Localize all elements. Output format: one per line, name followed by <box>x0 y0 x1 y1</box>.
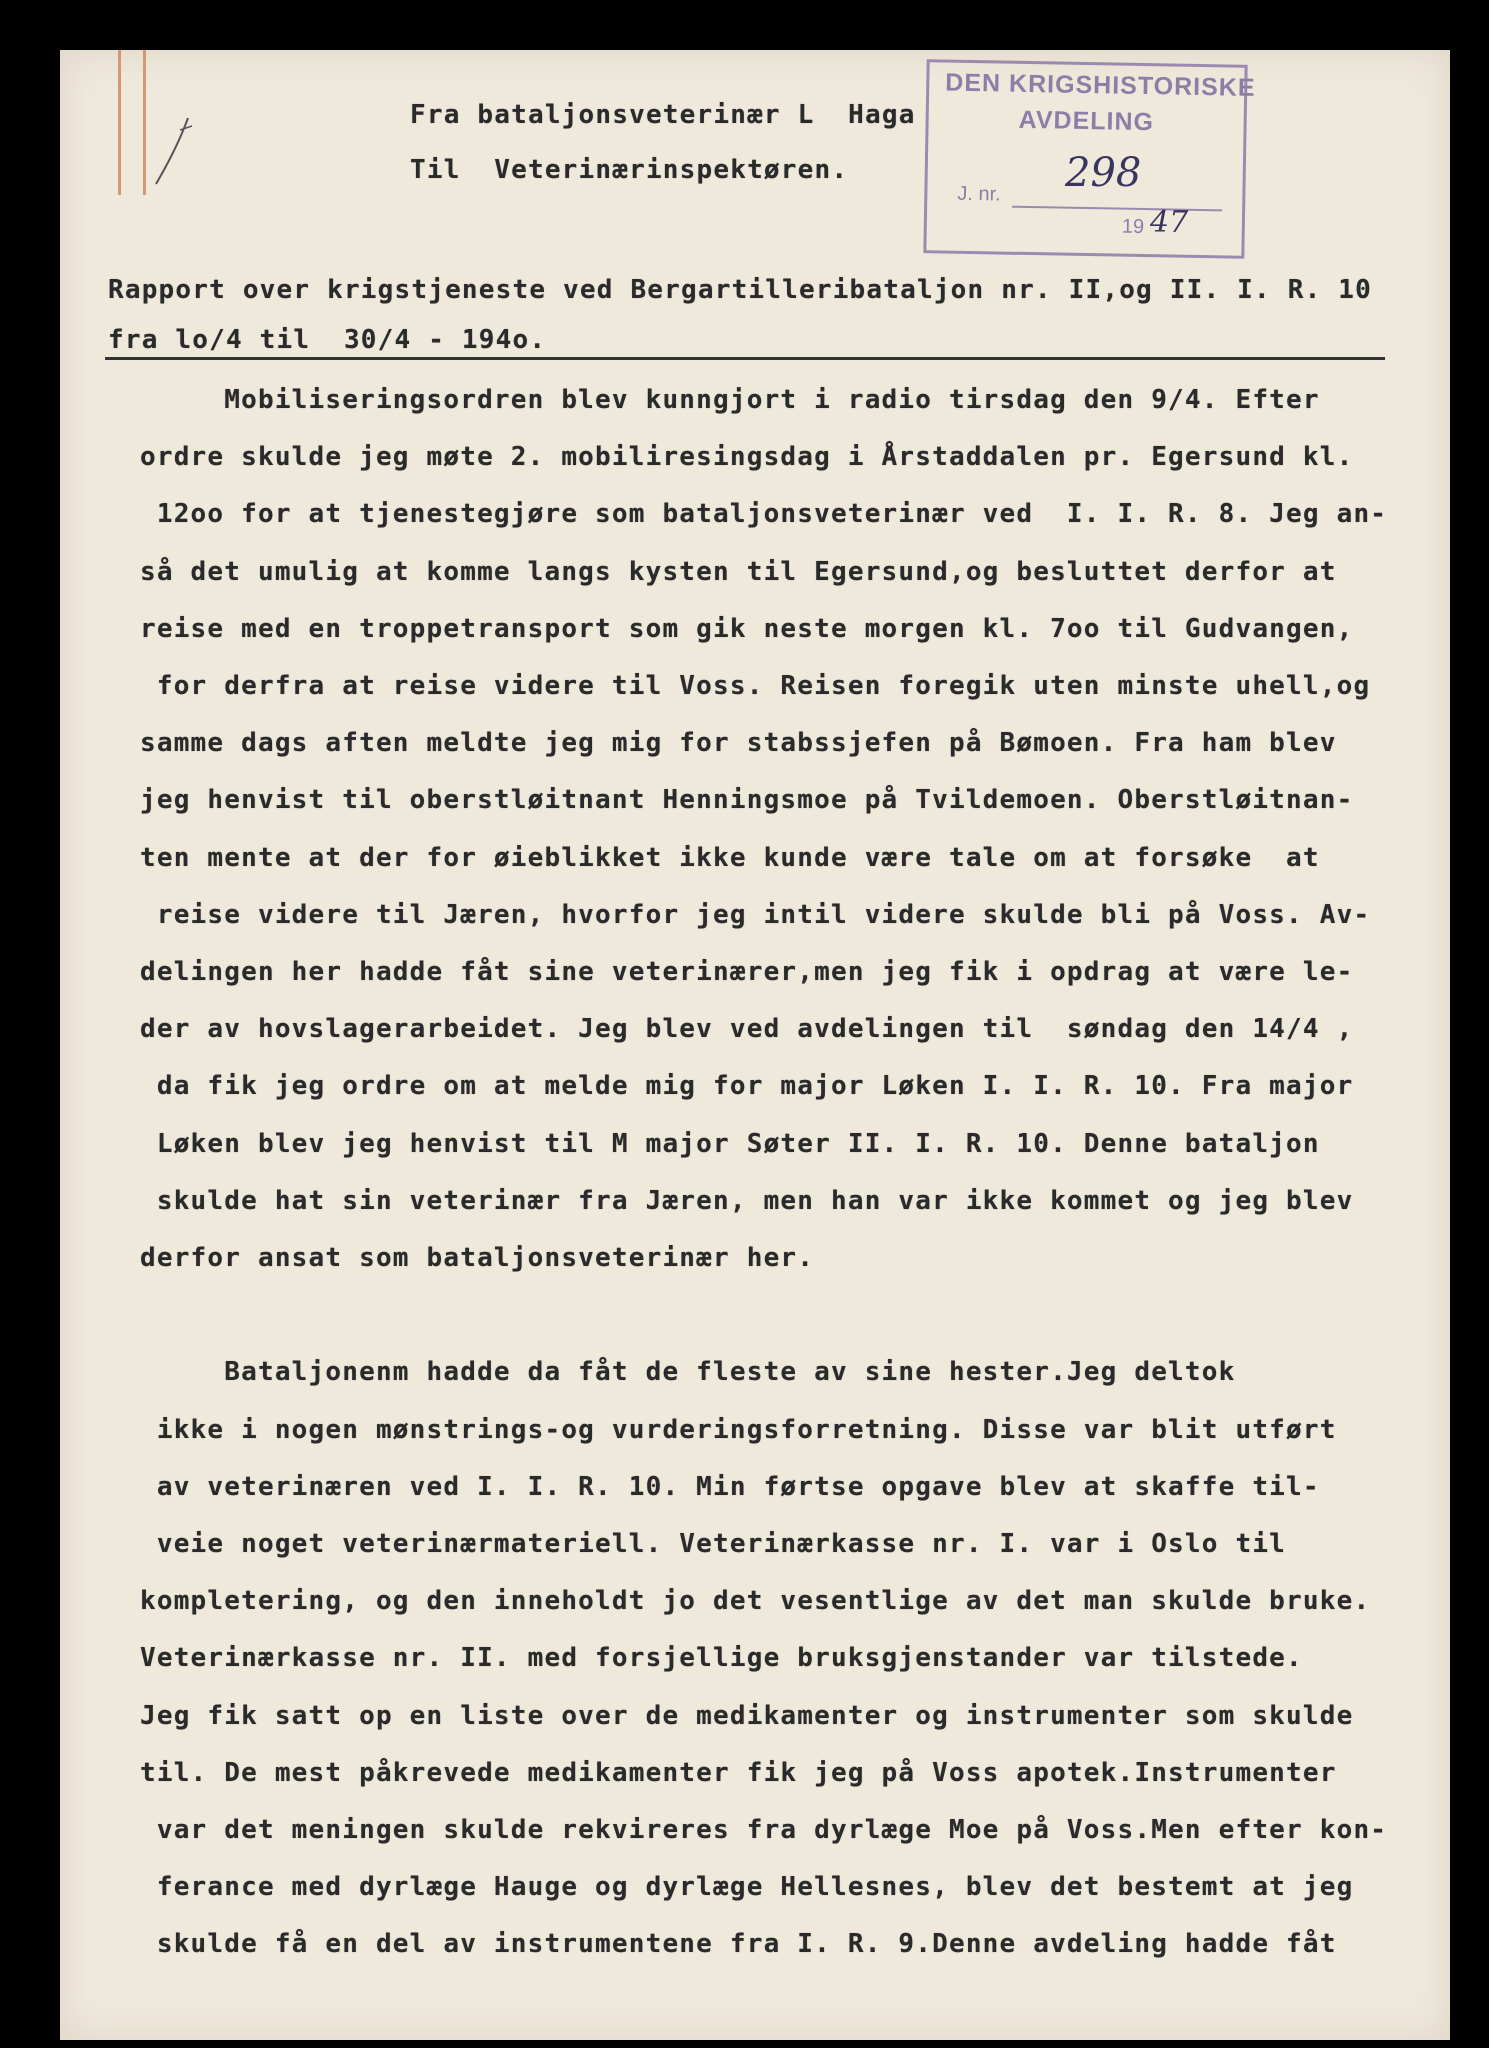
body-line: skulde få en del av instrumentene fra I. R. 9.Denne avdeling hadde fåt <box>140 1929 1337 1960</box>
stamp-year-prefix: 19 <box>1121 215 1145 239</box>
report-title-line1: Rapport over krigstjeneste ved Bergartilleribataljon nr. II,og II. I. R. 10 <box>108 275 1372 305</box>
body-line: derfor ansat som bataljonsveterinær her. <box>140 1243 815 1273</box>
body-line: så det umulig at komme langs kysten til Egersund,og besluttet derfor at <box>140 556 1337 587</box>
body-line: der av hovslagerarbeidet. Jeg blev ved avdelingen til søndag den 14/4 , <box>140 1014 1354 1045</box>
body-line: Bataljonenm hadde da fåt de fleste av sine hester.Jeg deltok <box>140 1357 1236 1388</box>
report-title-line2: fra lo/4 til 30/4 - 194o. <box>108 325 547 355</box>
body-line: til. De mest påkrevede medikamenter fik jeg på Voss apotek.Instrumenter <box>140 1757 1337 1788</box>
journal-number: 298 <box>1065 150 1142 196</box>
body-line: jeg henvist til oberstløitnant Henningsmoe på Tvildemoen. Oberstløitnan- <box>140 785 1354 816</box>
to-line: Til Veterinærinspektøren. <box>410 155 849 185</box>
stamp-jnr-underline <box>1012 206 1222 212</box>
body-line: Mobiliseringsordren blev kunngjort i radio tirsdag den 9/4. Efter <box>140 385 1320 415</box>
journal-year: 47 <box>1150 205 1189 240</box>
body-line: delingen her hadde fåt sine veterinærer,men jeg fik i opdrag at være le- <box>140 957 1354 987</box>
body-line: reise videre til Jæren, hvorfor jeg intil videre skulde bli på Voss. Av- <box>140 899 1371 930</box>
body-line: kompletering, og den inneholdt jo det vesentlige av det man skulde bruke. <box>140 1586 1371 1617</box>
body-line: ferance med dyrlæge Hauge og dyrlæge Hellesnes, blev det bestemt at jeg <box>140 1872 1354 1903</box>
body-line: av veterinæren ved I. I. R. 10. Min førtse opgave blev at skaffe til- <box>140 1471 1320 1502</box>
from-line: Fra bataljonsveterinær L Haga <box>410 100 916 130</box>
stamp-line1: DEN KRIGSHISTORISKE <box>945 68 1256 102</box>
body-line: var det meningen skulde rekvireres fra dyrlæge Moe på Voss.Men efter kon- <box>140 1815 1388 1845</box>
body-line: reise med en troppetransport som gik neste morgen kl. 7oo til Gudvangen, <box>140 613 1354 644</box>
body-line: for derfra at reise videre til Voss. Reisen foregik uten minste uhell,og <box>140 671 1371 701</box>
stamp-line2: AVDELING <box>1018 105 1155 137</box>
stamp-jnr-label: J. nr. <box>957 182 1001 206</box>
body-line: veie noget veterinærmateriell. Veterinærkasse nr. I. var i Oslo til <box>140 1529 1287 1559</box>
title-divider <box>105 357 1385 360</box>
pencil-mark-icon <box>150 110 200 190</box>
body-line: Jeg fik satt op en liste over de medikamenter og instrumenter som skulde <box>140 1700 1354 1731</box>
body-line: da fik jeg ordre om at melde mig for major Løken I. I. R. 10. Fra major <box>140 1071 1354 1102</box>
body-line: ten mente at der for øieblikket ikke kunde være tale om at forsøke at <box>140 842 1320 873</box>
body-line: ordre skulde jeg møte 2. mobiliresingsdag i Årstaddalen pr. Egersund kl. <box>140 442 1354 473</box>
body-line: Veterinærkasse nr. II. med forsjellige bruksgjenstander var tilstede. <box>140 1643 1303 1674</box>
staple-mark <box>118 50 146 195</box>
body-line: samme dags aften meldte jeg mig for stabssjefen på Bømoen. Fra ham blev <box>140 728 1337 759</box>
body-line: skulde hat sin veterinær fra Jæren, men han var ikke kommet og jeg blev <box>140 1185 1354 1216</box>
body-line: ikke i nogen mønstrings-og vurderingsforretning. Disse var blit utført <box>140 1414 1337 1445</box>
body-line: 12oo for at tjenestegjøre som bataljonsveterinær ved I. I. R. 8. Jeg an- <box>140 499 1388 530</box>
body-line: Løken blev jeg henvist til M major Søter II. I. R. 10. Denne bataljon <box>140 1128 1320 1159</box>
